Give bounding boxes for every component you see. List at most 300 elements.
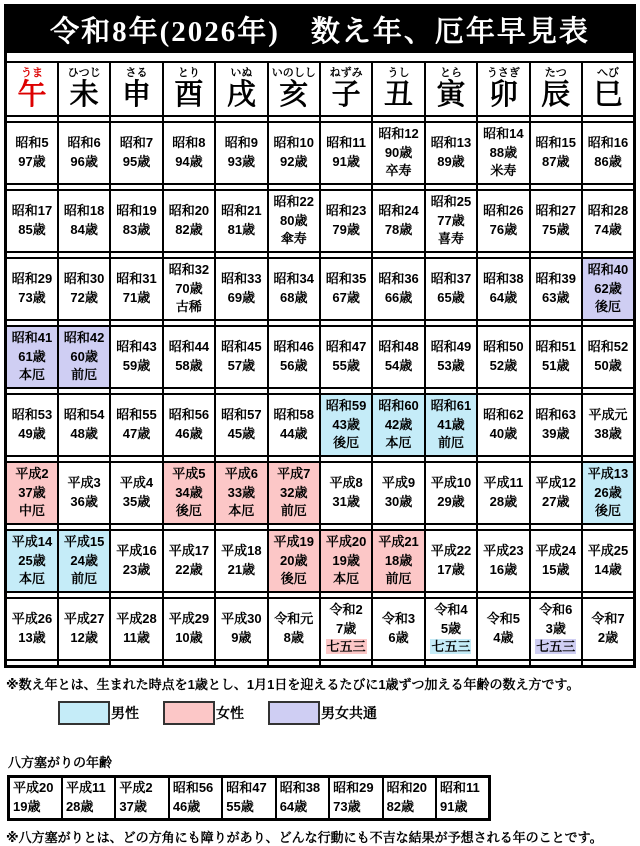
- spacer-cell: [6, 660, 58, 667]
- legend-label-both: 男女共通: [321, 705, 377, 721]
- year-cell: [163, 190, 215, 252]
- year-cell: [582, 462, 635, 524]
- year-cell: [425, 258, 477, 320]
- age-label: 71歳: [122, 290, 151, 305]
- year-cell: [372, 530, 424, 592]
- year-cell: [425, 190, 477, 252]
- era-label: 平成28: [116, 611, 157, 627]
- happo-era: 平成20: [13, 780, 54, 795]
- yaku-label: 本厄: [18, 367, 45, 383]
- yaku-label-highlight: 七五三: [326, 639, 366, 655]
- yaku-label: 前厄: [71, 367, 98, 383]
- era-label: 昭和37: [430, 271, 472, 287]
- era-label: 昭和47: [325, 339, 367, 355]
- zodiac-furigana: ひつじ: [67, 67, 101, 80]
- year-cell: [268, 190, 320, 252]
- age-label: 60歳: [70, 348, 98, 364]
- age-label: 13歳: [18, 630, 46, 645]
- age-label: 18歳: [384, 552, 413, 568]
- year-cell: [372, 394, 424, 456]
- year-row-4: [6, 326, 635, 388]
- era-label: 昭和49: [430, 339, 472, 355]
- yaku-label: 本厄: [228, 503, 255, 519]
- zodiac-furigana: とら: [439, 67, 462, 80]
- year-cell: [425, 530, 477, 592]
- zodiac-cell-10: [477, 62, 529, 116]
- era-label: 平成30: [221, 611, 262, 627]
- happo-age: 37歳: [119, 798, 147, 814]
- era-label: 昭和42: [63, 329, 105, 345]
- year-cell: [163, 598, 215, 660]
- zodiac-furigana: いのしし: [271, 67, 316, 80]
- happo-cell: [62, 777, 115, 820]
- year-cell: [110, 598, 162, 660]
- age-label: 31歳: [332, 494, 360, 509]
- year-cell: [425, 462, 477, 524]
- spacer-cell: [215, 660, 267, 667]
- era-label: 昭和30: [63, 271, 105, 287]
- age-label: 38歳: [594, 426, 622, 441]
- kazoedoshi-note: ※数え年とは、生まれた時点を1歳とし、1月1日を迎えるたびに1歳ずつ加える年齢の数え方です。: [6, 677, 580, 692]
- age-label: 86歳: [594, 154, 622, 169]
- age-label: 84歳: [70, 222, 98, 237]
- zodiac-furigana: とり: [177, 67, 200, 80]
- year-cell: [477, 530, 529, 592]
- age-label: 8歳: [283, 630, 304, 645]
- age-label: 69歳: [227, 290, 256, 305]
- era-label: 令和元: [274, 611, 314, 627]
- year-cell: [477, 326, 529, 388]
- age-label: 37歳: [18, 484, 46, 500]
- age-label: 7歳: [336, 620, 357, 636]
- age-label: 39歳: [542, 426, 570, 441]
- age-label: 92歳: [280, 154, 308, 169]
- year-cell: [268, 394, 320, 456]
- zodiac-cell-6: [268, 62, 320, 116]
- yaku-label: 前厄: [71, 571, 98, 587]
- age-label: 58歳: [175, 358, 203, 373]
- era-label: 平成10: [430, 475, 472, 491]
- year-cell: [6, 394, 58, 456]
- year-cell: [110, 258, 162, 320]
- year-cell: [530, 462, 582, 524]
- age-label: 68歳: [280, 290, 308, 305]
- zodiac-furigana: ねずみ: [329, 67, 363, 80]
- year-cell: [477, 122, 529, 184]
- zodiac-kanji: 午: [17, 79, 47, 112]
- year-cell: [372, 462, 424, 524]
- era-label: 昭和50: [483, 339, 524, 355]
- yaku-label: 後厄: [280, 571, 307, 587]
- year-cell: [215, 394, 267, 456]
- yaku-label: 後厄: [175, 503, 202, 519]
- age-label: 20歳: [280, 552, 308, 568]
- happo-note: ※八方塞がりとは、どの方角にも障りがあり、どんな行動にも不吉な結果が予想される年のことです。: [6, 829, 603, 845]
- era-label: 令和5: [486, 611, 520, 627]
- era-label: 平成17: [168, 543, 210, 559]
- era-label: 昭和36: [378, 271, 419, 287]
- age-label: 95歳: [122, 154, 151, 169]
- era-label: 平成9: [381, 475, 416, 491]
- year-cell: [163, 530, 215, 592]
- age-label: 74歳: [594, 222, 622, 237]
- year-cell: [582, 598, 635, 660]
- year-cell: [530, 530, 582, 592]
- era-label: 昭和8: [172, 135, 206, 151]
- era-label: 平成3: [67, 475, 101, 491]
- zodiac-cell-8: [372, 62, 424, 116]
- zodiac-kanji: 戌: [226, 79, 256, 112]
- zodiac-furigana: さる: [125, 67, 148, 80]
- year-row-8: [6, 598, 635, 660]
- era-label: 昭和16: [587, 135, 629, 151]
- year-cell: [110, 462, 162, 524]
- year-cell: [215, 122, 267, 184]
- zodiac-cell-4: [163, 62, 215, 116]
- era-label: 昭和39: [535, 271, 576, 287]
- color-legend: [58, 700, 636, 726]
- era-label: 平成6: [224, 465, 258, 481]
- year-cell: [530, 258, 582, 320]
- year-cell: [58, 598, 110, 660]
- age-label: 24歳: [70, 552, 98, 568]
- age-label: 55歳: [332, 358, 360, 373]
- zodiac-header-row: [6, 62, 635, 116]
- era-label: 昭和44: [168, 339, 210, 355]
- zodiac-furigana: へび: [596, 67, 619, 80]
- spacer-cell: [58, 660, 110, 667]
- year-cell: [215, 462, 267, 524]
- age-label: 5歳: [440, 620, 462, 636]
- age-label: 51歳: [542, 358, 570, 373]
- happo-age: 28歳: [65, 798, 94, 814]
- era-label: 昭和60: [378, 397, 419, 413]
- era-label: 昭和20: [168, 203, 210, 219]
- age-label: 4歳: [493, 630, 514, 645]
- age-label: 82歳: [175, 222, 203, 237]
- year-cell: [58, 190, 110, 252]
- age-label: 26歳: [594, 484, 622, 500]
- age-label: 21歳: [227, 562, 256, 577]
- happofusagari-table: [7, 775, 491, 821]
- era-label: 平成2: [15, 465, 49, 481]
- happo-age: 46歳: [172, 798, 201, 814]
- spacer-cell: [425, 660, 477, 667]
- year-cell: [425, 122, 477, 184]
- era-label: 昭和56: [168, 407, 210, 423]
- zodiac-furigana: いぬ: [230, 67, 253, 80]
- age-label: 62歳: [594, 280, 622, 296]
- age-label: 53歳: [437, 358, 465, 373]
- age-label: 29歳: [437, 494, 465, 509]
- era-label: 昭和6: [67, 135, 101, 151]
- age-label: 22歳: [175, 562, 203, 577]
- happo-row: [9, 777, 490, 820]
- age-label: 16歳: [489, 562, 518, 577]
- year-row-6: [6, 462, 635, 524]
- age-label: 23歳: [122, 562, 151, 577]
- year-cell: [58, 394, 110, 456]
- year-cell: [425, 394, 477, 456]
- era-label: 昭和25: [430, 193, 472, 209]
- yaku-label: 古稀: [175, 299, 202, 315]
- year-row-5: [6, 394, 635, 456]
- year-cell: [320, 258, 372, 320]
- era-label: 昭和21: [221, 203, 262, 219]
- yaku-label: 前厄: [385, 571, 412, 587]
- spacer-row: [6, 660, 635, 667]
- era-label: 昭和57: [221, 407, 262, 423]
- year-cell: [215, 190, 267, 252]
- zodiac-kanji: 卯: [488, 79, 518, 112]
- year-cell: [163, 462, 215, 524]
- era-label: 昭和32: [168, 261, 210, 277]
- age-label: 14歳: [594, 562, 622, 577]
- year-cell: [320, 122, 372, 184]
- spacer-cell: [268, 660, 320, 667]
- era-label: 昭和27: [535, 203, 576, 219]
- happo-era: 昭和56: [172, 780, 214, 795]
- age-label: 34歳: [175, 484, 203, 500]
- zodiac-kanji: 辰: [541, 79, 571, 112]
- title-row: [6, 6, 635, 53]
- era-label: 令和4: [434, 601, 468, 617]
- year-row-3: [6, 258, 635, 320]
- year-cell: [110, 530, 162, 592]
- year-cell: [477, 462, 529, 524]
- year-cell: [425, 326, 477, 388]
- zodiac-furigana: うし: [387, 67, 410, 80]
- age-label: 57歳: [227, 358, 256, 373]
- age-label: 88歳: [489, 144, 518, 160]
- spacer-cell: [477, 660, 529, 667]
- age-label: 96歳: [70, 154, 98, 169]
- era-label: 平成23: [483, 543, 524, 559]
- year-cell: [582, 394, 635, 456]
- age-label: 33歳: [227, 484, 256, 500]
- year-cell: [215, 598, 267, 660]
- year-cell: [530, 326, 582, 388]
- year-cell: [582, 122, 635, 184]
- age-label: 28歳: [489, 494, 518, 509]
- era-label: 平成20: [325, 533, 367, 549]
- age-label: 80歳: [280, 212, 308, 228]
- age-label: 91歳: [332, 154, 360, 169]
- zodiac-cell-11: [530, 62, 582, 116]
- happo-cell: [329, 777, 382, 820]
- age-label: 32歳: [280, 484, 308, 500]
- happo-era: 昭和29: [333, 780, 374, 795]
- year-cell: [163, 122, 215, 184]
- age-label: 65歳: [437, 290, 465, 305]
- blank-strip: [6, 52, 635, 62]
- blank-strip-row: [6, 52, 635, 62]
- era-label: 昭和7: [119, 135, 154, 151]
- age-label: 79歳: [332, 222, 360, 237]
- yaku-label: 傘寿: [280, 231, 307, 247]
- happo-era: 昭和20: [386, 780, 428, 795]
- era-label: 昭和62: [483, 407, 524, 423]
- era-label: 昭和31: [116, 271, 157, 287]
- yaku-label: 本厄: [385, 435, 412, 451]
- page-title: 令和8年(2026年) 数え年、厄年早見表: [6, 6, 635, 53]
- spacer-cell: [582, 660, 635, 667]
- zodiac-kanji: 亥: [279, 79, 309, 112]
- era-label: 平成8: [329, 475, 363, 491]
- zodiac-kanji: 酉: [174, 79, 204, 112]
- yaku-label: 米寿: [490, 163, 517, 179]
- happo-cell: [115, 777, 168, 820]
- era-label: 平成12: [535, 475, 576, 491]
- zodiac-furigana: うさぎ: [486, 67, 520, 80]
- both-color-swatch: [268, 701, 320, 725]
- year-cell: [320, 190, 372, 252]
- year-cell: [6, 326, 58, 388]
- zodiac-furigana: うま: [20, 67, 43, 80]
- age-label: 19歳: [332, 552, 360, 568]
- year-cell: [582, 326, 635, 388]
- happo-age: 64歳: [279, 798, 308, 814]
- yaku-label: 後厄: [594, 503, 621, 519]
- era-label: 平成27: [63, 611, 105, 627]
- yaku-label: [321, 638, 371, 657]
- age-label: 11歳: [123, 630, 150, 645]
- year-cell: [372, 326, 424, 388]
- yaku-label: 本厄: [333, 571, 360, 587]
- year-cell: [268, 530, 320, 592]
- era-label: 平成5: [172, 465, 206, 481]
- age-label: 2歳: [597, 630, 619, 645]
- era-label: 昭和14: [483, 125, 524, 141]
- era-label: 平成14: [11, 533, 53, 549]
- year-cell: [530, 122, 582, 184]
- year-cell: [320, 394, 372, 456]
- year-cell: [582, 258, 635, 320]
- era-label: 昭和43: [116, 339, 157, 355]
- age-label: 66歳: [384, 290, 413, 305]
- yaku-label: 後厄: [333, 435, 360, 451]
- zodiac-cell-1: [6, 62, 58, 116]
- era-label: 昭和17: [11, 203, 53, 219]
- age-label: 49歳: [18, 426, 46, 441]
- zodiac-cell-2: [58, 62, 110, 116]
- era-label: 昭和38: [483, 271, 524, 287]
- year-cell: [163, 394, 215, 456]
- age-label: 10歳: [175, 630, 203, 645]
- era-label: 昭和55: [116, 407, 157, 423]
- yaku-label: 喜寿: [437, 231, 464, 247]
- age-label: 44歳: [280, 426, 308, 441]
- age-label: 43歳: [332, 416, 360, 432]
- year-cell: [110, 122, 162, 184]
- spacer-cell: [320, 660, 372, 667]
- age-label: 78歳: [384, 222, 413, 237]
- year-cell: [215, 530, 267, 592]
- age-label: 27歳: [542, 494, 570, 509]
- era-label: 昭和53: [11, 407, 53, 423]
- year-cell: [320, 530, 372, 592]
- year-cell: [320, 598, 372, 660]
- zodiac-furigana: たつ: [544, 67, 567, 80]
- year-cell: [425, 598, 477, 660]
- legend-item-male: [58, 701, 139, 725]
- era-label: 昭和34: [273, 271, 314, 287]
- year-cell: [110, 394, 162, 456]
- era-label: 昭和59: [325, 397, 367, 413]
- age-label: 90歳: [384, 144, 413, 160]
- year-cell: [268, 122, 320, 184]
- era-label: 平成22: [430, 543, 472, 559]
- age-label: 87歳: [542, 154, 570, 169]
- zodiac-cell-3: [110, 62, 162, 116]
- age-label: 17歳: [437, 562, 465, 577]
- era-label: 令和6: [539, 601, 573, 617]
- age-label: 48歳: [70, 426, 98, 441]
- year-cell: [6, 258, 58, 320]
- yaku-label: [426, 638, 476, 657]
- era-label: 平成19: [273, 533, 314, 549]
- era-label: 昭和18: [63, 203, 105, 219]
- era-label: 昭和19: [116, 203, 157, 219]
- era-label: 平成15: [63, 533, 105, 549]
- era-label: 昭和23: [325, 203, 367, 219]
- era-label: 昭和45: [221, 339, 262, 355]
- yaku-label: 卒寿: [385, 163, 412, 179]
- yaku-label: [531, 638, 581, 657]
- age-label: 81歳: [227, 222, 256, 237]
- age-label: 73歳: [18, 290, 46, 305]
- year-cell: [477, 394, 529, 456]
- year-cell: [320, 462, 372, 524]
- era-label: 昭和48: [378, 339, 419, 355]
- zodiac-kanji: 申: [122, 79, 152, 112]
- age-label: 9歳: [231, 630, 252, 645]
- zodiac-cell-12: [582, 62, 635, 116]
- happo-age: 91歳: [440, 798, 468, 814]
- era-label: 昭和33: [221, 271, 262, 287]
- happo-era: 昭和38: [279, 780, 321, 795]
- era-label: 昭和15: [535, 135, 576, 151]
- age-label: 42歳: [384, 416, 413, 432]
- yaku-label-highlight: 七五三: [536, 639, 576, 655]
- year-cell: [163, 326, 215, 388]
- yaku-label: 後厄: [594, 299, 621, 315]
- era-label: 昭和24: [378, 203, 419, 219]
- year-row-7: [6, 530, 635, 592]
- happo-cell: [9, 777, 62, 820]
- age-label: 76歳: [489, 222, 518, 237]
- year-cell: [58, 258, 110, 320]
- age-label: 47歳: [122, 426, 151, 441]
- zodiac-kanji: 未: [69, 79, 99, 112]
- zodiac-cell-5: [215, 62, 267, 116]
- year-cell: [372, 122, 424, 184]
- year-row-1: [6, 122, 635, 184]
- era-label: 昭和26: [483, 203, 524, 219]
- year-cell: [530, 394, 582, 456]
- age-label: 12歳: [70, 630, 98, 645]
- year-cell: [477, 598, 529, 660]
- age-label: 94歳: [175, 154, 203, 169]
- year-cell: [268, 258, 320, 320]
- era-label: 平成21: [378, 533, 419, 549]
- zodiac-kanji: 巳: [593, 79, 623, 112]
- age-label: 67歳: [332, 290, 360, 305]
- age-label: 25歳: [18, 552, 46, 568]
- year-cell: [6, 462, 58, 524]
- age-label: 50歳: [594, 358, 622, 373]
- year-cell: [110, 190, 162, 252]
